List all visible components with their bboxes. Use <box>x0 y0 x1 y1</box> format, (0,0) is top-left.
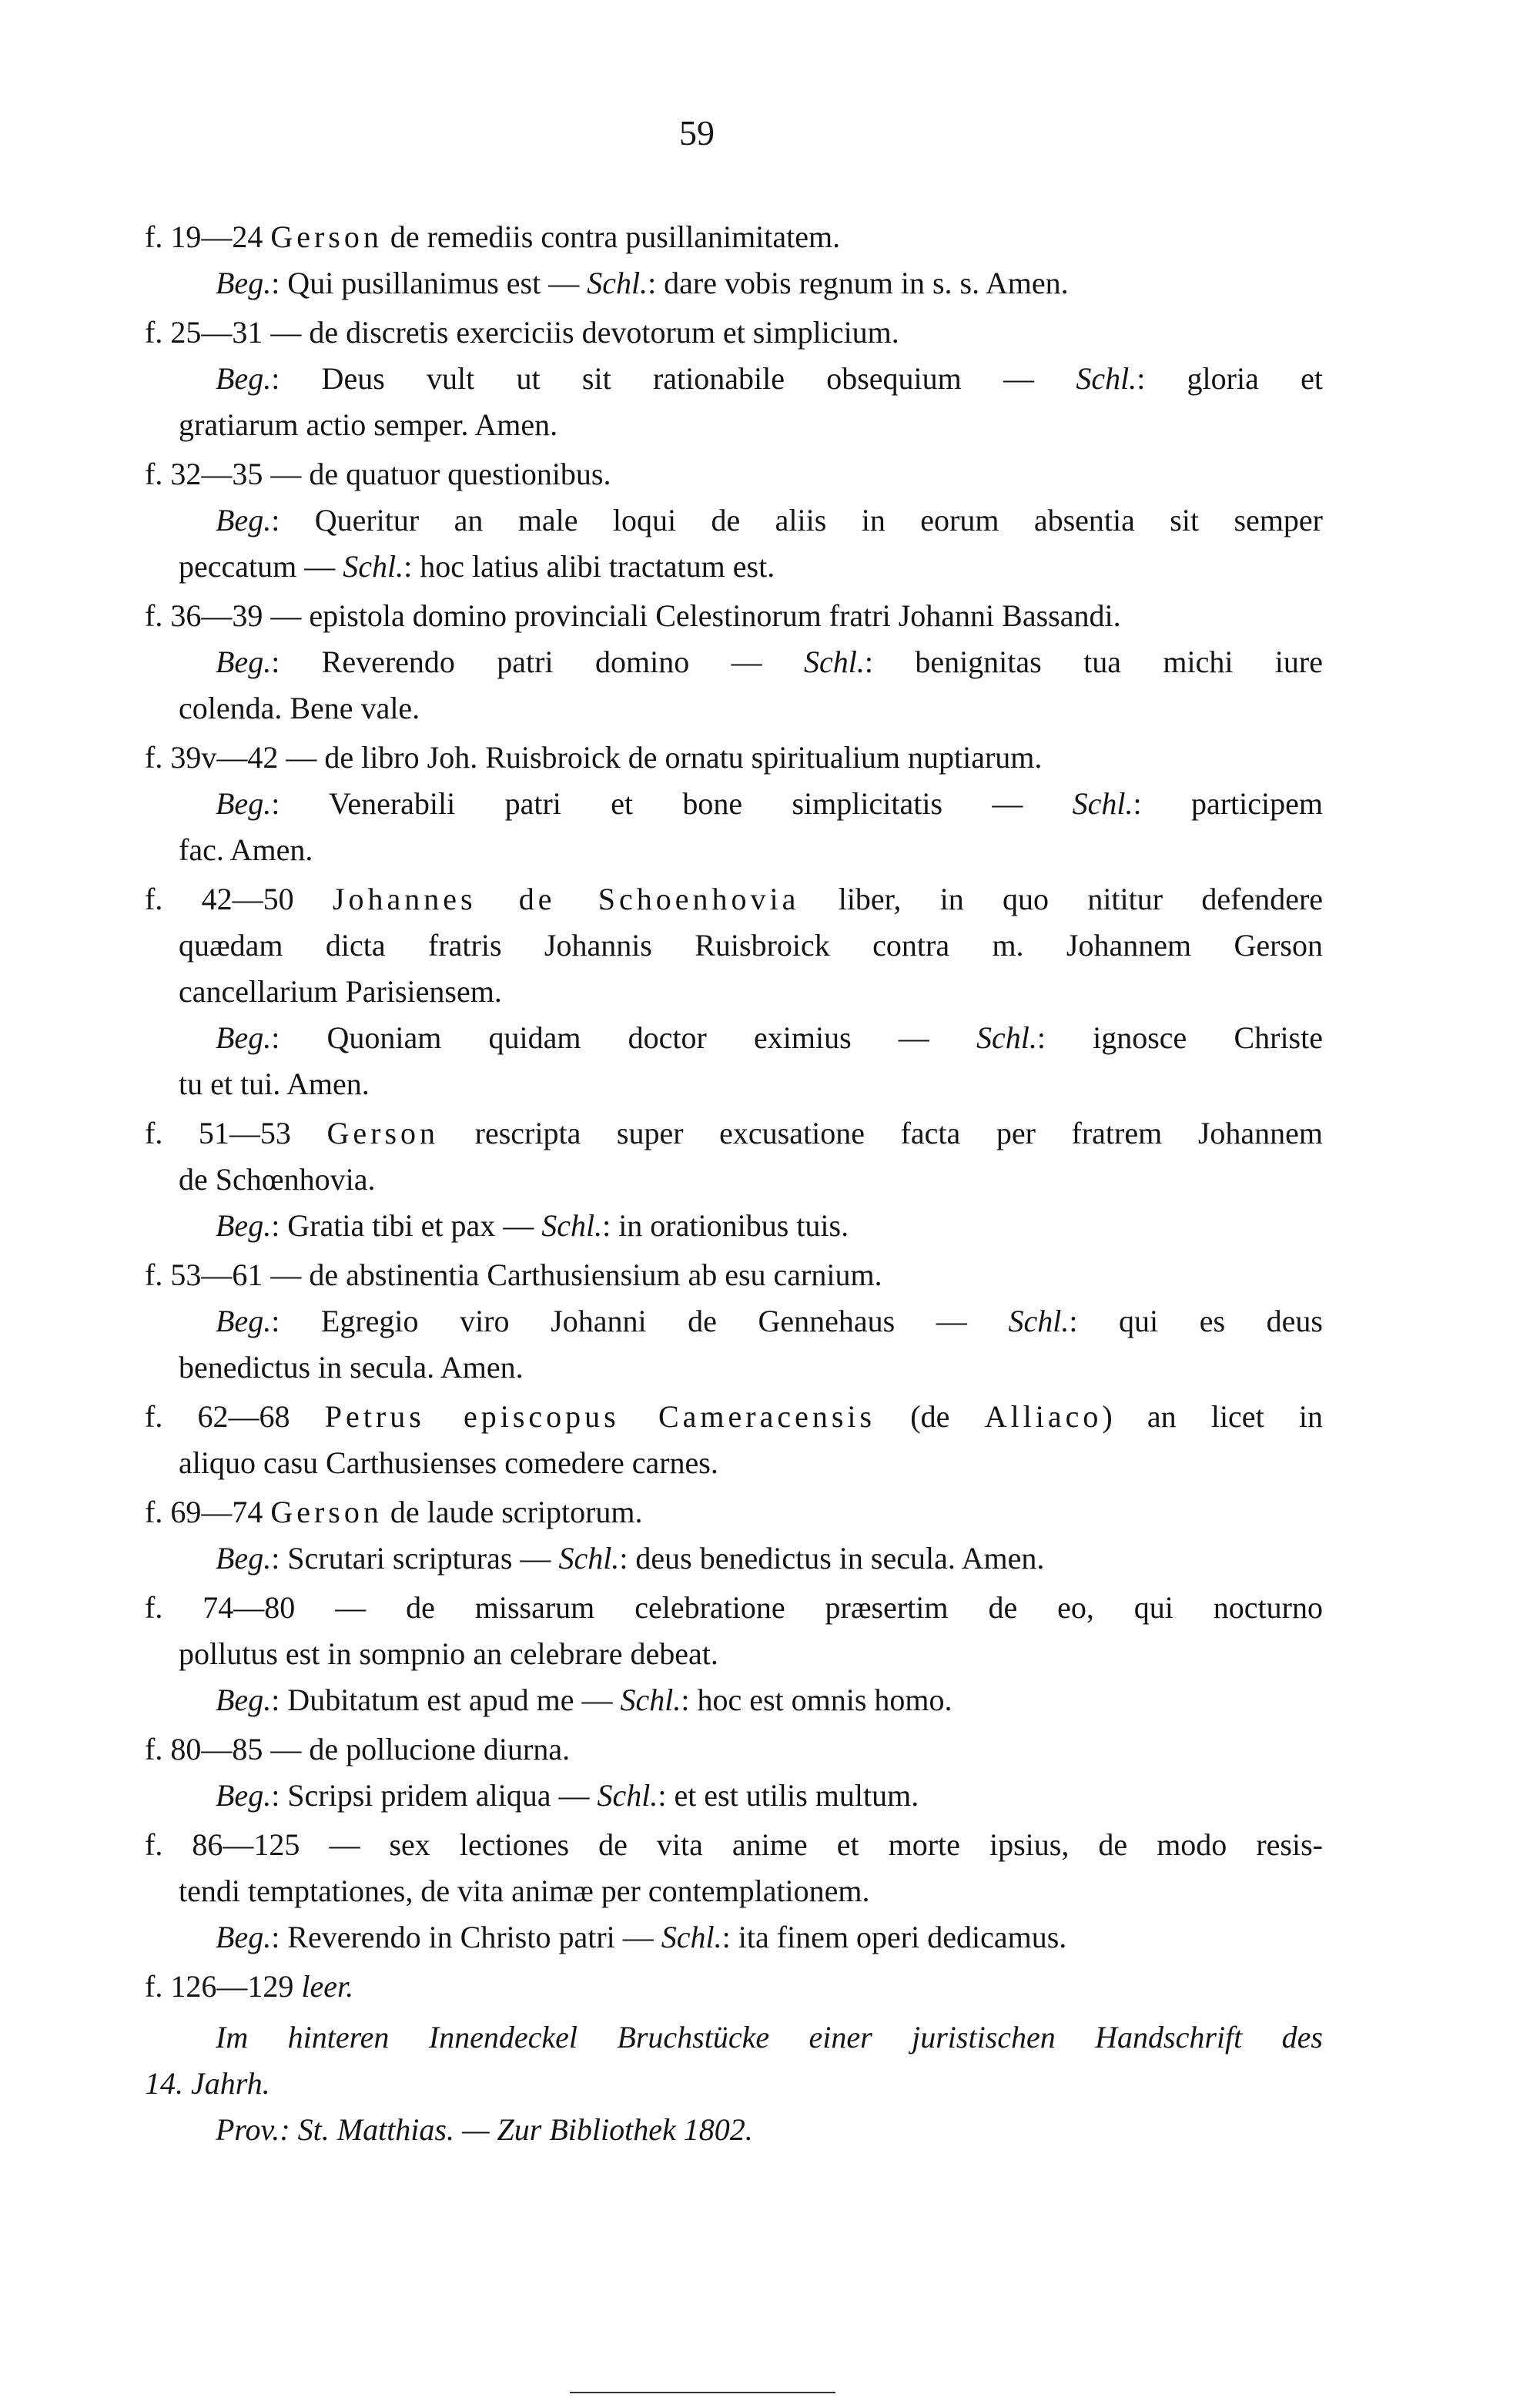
entry-line <box>145 1822 1323 1868</box>
incipit-line: Beg.: Dubitatum est apud me — Schl.: hoc est omnis homo. <box>216 1683 952 1717</box>
folio-number: f. 51—53 <box>145 1116 291 1150</box>
incipit-line: Beg.: Scripsi pridem aliqua — Schl.: et est utilis multum. <box>216 1778 919 1813</box>
entry-title: — epistola domino provinciali Celestinorum fratri Johanni Bassandi. <box>270 598 1121 633</box>
entry-line <box>145 735 1323 781</box>
list-item <box>145 1394 1323 1486</box>
incipit-line: Beg.: Reverendo patri domino — Schl.: benignitas tua michi iure <box>216 645 1323 679</box>
entry-title: — de libro Joh. Ruisbroick de ornatu spiritualium nuptiarum. <box>286 740 1043 775</box>
list-item <box>145 593 1323 732</box>
incipit-line: Beg.: Venerabili patri et bone simplicitatis — Schl.: participem <box>216 786 1323 821</box>
list-item <box>145 735 1323 873</box>
continuation-line: tu et tui. Amen. <box>179 1067 370 1101</box>
folio-number: f. 80—85 <box>145 1732 263 1766</box>
entry-line <box>145 310 1323 356</box>
list-item <box>145 214 1323 306</box>
author-name: Petrus episcopus Cameracensis <box>324 1399 876 1434</box>
entry-title: rescripta super excusatione facta per fratrem Johannem <box>439 1116 1323 1150</box>
folio-number: f. 25—31 <box>145 315 263 350</box>
entry-line <box>145 593 1323 639</box>
author-name: Johannes de Schoenhovia <box>332 882 800 916</box>
entry-line <box>145 1252 1323 1298</box>
entry-line <box>145 1964 1323 2010</box>
entry-line: f. 62—68 Petrus episcopus Cameracensis (de Alliaco) an licet in <box>145 1399 1323 1434</box>
incipit-line: Beg.: Scrutari scripturas — Schl.: deus benedictus in secula. Amen. <box>216 1541 1045 1576</box>
list-item <box>145 1822 1323 1961</box>
entry-title: — de missarum celebratione præsertim de eo, qui nocturno <box>335 1590 1323 1625</box>
folio-number: f. 53—61 <box>145 1257 263 1292</box>
entry-line <box>145 451 1323 497</box>
folio-number: f. 69—74 <box>145 1495 263 1529</box>
entry-line <box>145 1110 1323 1157</box>
folio-number: f. 86—125 <box>145 1827 300 1862</box>
folio-number: f. 62—68 <box>145 1399 290 1434</box>
continuation-line: tendi temptationes, de vita animæ per contemplationem. <box>179 1874 870 1908</box>
note-line: 14. Jahrh. <box>145 2066 270 2101</box>
list-item <box>145 1489 1323 1582</box>
continuation-line: aliquo casu Carthusienses comedere carnes. <box>179 1445 718 1480</box>
entry-title: de laude scriptorum. <box>382 1495 643 1529</box>
list-item <box>145 1726 1323 1819</box>
entry-line <box>145 876 1323 923</box>
folio-number: f. 74—80 <box>145 1590 296 1625</box>
author-name: Gerson <box>270 219 383 254</box>
list-item <box>145 1252 1323 1391</box>
entry-line <box>145 1726 1323 1773</box>
end-rule <box>570 2392 835 2393</box>
incipit-line: Beg.: Deus vult ut sit rationabile obsequium — Schl.: gloria et <box>216 361 1323 396</box>
author-name: Gerson <box>270 1495 383 1529</box>
incipit-line: Beg.: Gratia tibi et pax — Schl.: in orationibus tuis. <box>216 1208 849 1243</box>
continuation-line: gratiarum actio semper. Amen. <box>179 407 558 442</box>
footer-notes <box>145 2014 1323 2153</box>
folio-number: f. 126—129 <box>145 1969 294 2004</box>
list-item <box>145 451 1323 590</box>
list-item <box>145 1110 1323 1249</box>
continuation-line: de Schœnhovia. <box>179 1162 376 1197</box>
entry-title: leer. <box>301 1969 354 2004</box>
entry-line <box>145 1585 1323 1631</box>
entry-line <box>145 214 1323 260</box>
folio-number: f. 42—50 <box>145 882 294 916</box>
entry-title: — de discretis exerciciis devotorum et simplicium. <box>270 315 899 350</box>
entry-title: de remediis contra pusillanimitatem. <box>382 219 841 254</box>
continuation-line: fac. Amen. <box>179 832 313 867</box>
manuscript-contents <box>145 214 1323 2153</box>
folio-number: f. 19—24 <box>145 219 263 254</box>
list-item <box>145 876 1323 1107</box>
entry-title: liber, in quo nititur defendere <box>799 882 1323 916</box>
incipit-line: Beg.: Reverendo in Christo patri — Schl.: ita finem operi dedicamus. <box>216 1920 1067 1954</box>
entry-line <box>145 1489 1323 1535</box>
page-number: 59 <box>679 113 715 152</box>
continuation-line: benedictus in secula. Amen. <box>179 1350 524 1385</box>
entry-title: — sex lectiones de vita anime et morte ipsius, de modo resis- <box>329 1827 1323 1862</box>
folio-number: f. 39v—42 <box>145 740 279 775</box>
incipit-line: Beg.: Quoniam quidam doctor eximius — Schl.: ignosce Christe <box>216 1020 1323 1055</box>
incipit-line: Beg.: Egregio viro Johanni de Gennehaus — Schl.: qui es deus <box>216 1304 1323 1338</box>
continuation-line: colenda. Bene vale. <box>179 691 420 725</box>
continuation-line: cancellarium Parisiensem. <box>179 974 502 1009</box>
list-item <box>145 1585 1323 1723</box>
entry-title: — de pollucione diurna. <box>270 1732 571 1766</box>
folio-number: f. 32—35 <box>145 457 263 491</box>
entry-title: ) an licet in <box>1102 1399 1323 1434</box>
incipit-line: Beg.: Qui pusillanimus est — Schl.: dare vobis regnum in s. s. Amen. <box>216 266 1069 300</box>
incipit-line: Beg.: Queritur an male loqui de aliis in eorum absentia sit semper <box>216 503 1323 537</box>
entry-title: — de abstinentia Carthusiensium ab esu carnium. <box>270 1257 882 1292</box>
entry-title: — de quatuor questionibus. <box>270 457 611 491</box>
continuation-line: quædam dicta fratris Johannis Ruisbroick contra m. Johannem Gerson <box>179 928 1323 963</box>
author-name: Gerson <box>326 1116 440 1150</box>
continuation-line: pollutus est in sompnio an celebrare debeat. <box>179 1636 718 1671</box>
note-line: Im hinteren Innendeckel Bruchstücke einer juristischen Handschrift des <box>216 2020 1323 2054</box>
provenance-line: Prov.: St. Matthias. — Zur Bibliothek 1802. <box>216 2112 753 2147</box>
continuation-line: peccatum — Schl.: hoc latius alibi tractatum est. <box>179 549 775 584</box>
list-item <box>145 1964 1323 2010</box>
list-item <box>145 310 1323 448</box>
folio-number: f. 36—39 <box>145 598 263 633</box>
